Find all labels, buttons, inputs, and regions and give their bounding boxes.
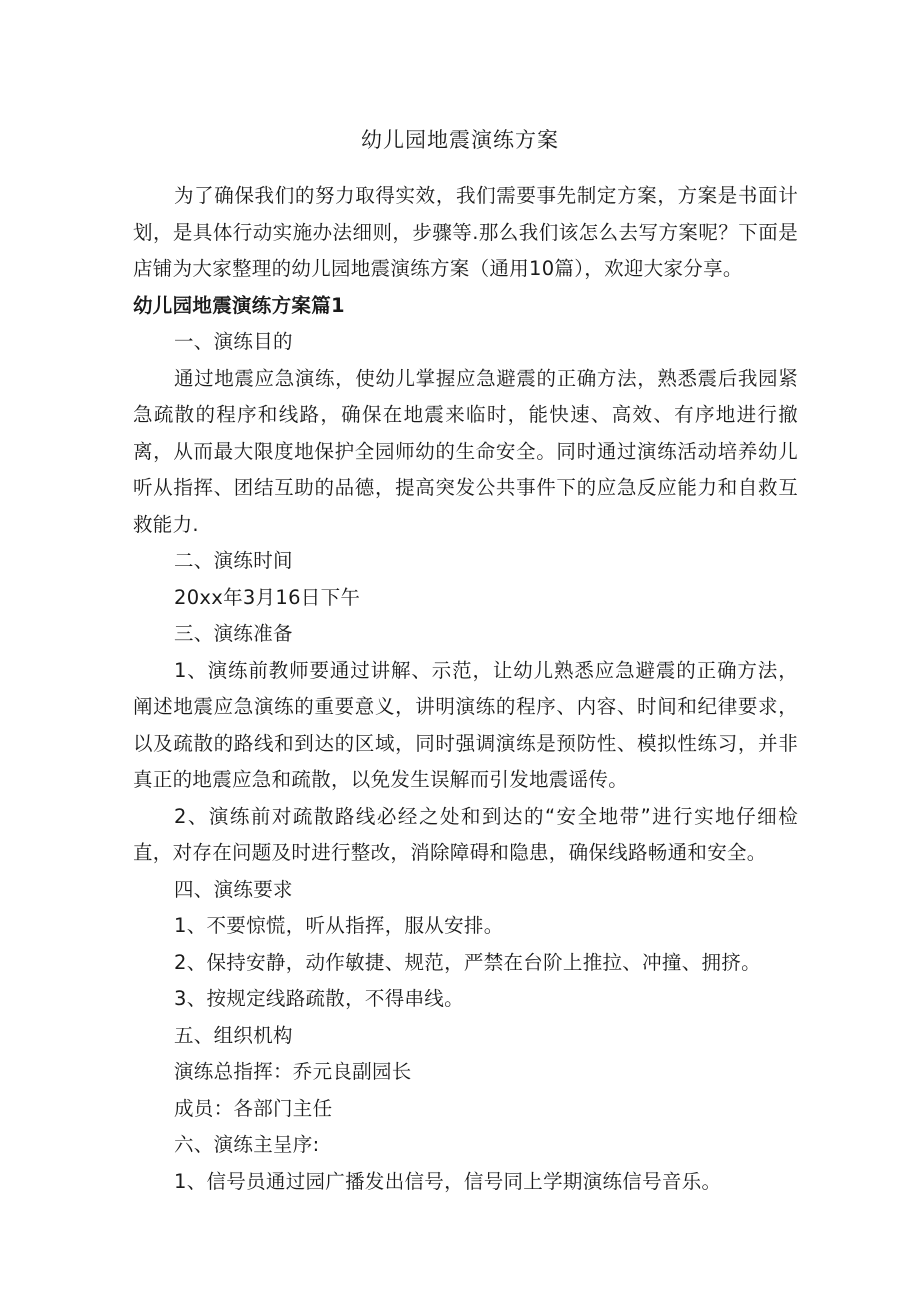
heading-time: 二、演练时间: [174, 549, 293, 572]
heading-procedure: 六、演练主呈序:: [174, 1133, 320, 1156]
heading-organization: 五、组织机构: [174, 1023, 293, 1047]
document-title: 幼儿园地震演练方案: [361, 128, 559, 152]
requirement-2: 2、保持安静，动作敏捷、规范，严禁在台阶上推拉、冲撞、拥挤。: [174, 950, 761, 974]
organization-commander: 演练总指挥：乔元良副园长: [174, 1060, 412, 1083]
requirement-3: 3、按规定线路疏散，不得串线。: [174, 987, 464, 1010]
paragraph-time: 20xx年3月16日下午: [174, 585, 361, 609]
intro-paragraph: 为了确保我们的努力取得实效，我们需要事先制定方案，方案是书面计划，是具体行动实施办法细则，步骤等.那么我们该怎么去写方案呢？下面是店铺为大家整理的幼儿园地震演练方案（通用10篇），欢迎大家分享。: [133, 184, 798, 280]
heading-purpose: 一、演练目的: [174, 330, 293, 353]
heading-preparation: 三、演练准备: [174, 622, 293, 645]
paragraph-purpose: 通过地震应急演练，使幼儿掌握应急避震的正确方法，熟悉震后我园紧急疏散的程序和线路，确保在地震来临时，能快速、高效、有序地进行撤离，从而最大限度地保护全园师幼的生命安全。同时通过演练活动培养幼儿听从指挥、团结互助的品德，提高突发公共事件下的应急反应能力和自救互救能力.: [133, 366, 798, 536]
heading-requirements: 四、演练要求: [174, 877, 293, 901]
section-title: 幼儿园地震演练方案篇1: [133, 293, 345, 317]
document-body: [133, 178, 798, 1200]
paragraph-preparation-1: 1、演练前教师要通过讲解、示范，让幼儿熟悉应急避震的正确方法，阐述地震应急演练的重要意义，讲明演练的程序、内容、时间和纪律要求，以及疏散的路线和到达的区域，同时强调演练是预防性、模拟性练习，并非真正的地震应急和疏散，以免发生误解而引发地震谣传。: [133, 658, 798, 791]
procedure-step-1: 1、信号员通过园广播发出信号，信号同上学期演练信号音乐。: [174, 1169, 722, 1193]
requirement-1: 1、不要惊慌，听从指挥，服从安排。: [174, 914, 504, 937]
organization-members: 成员：各部门主任: [174, 1096, 333, 1120]
paragraph-preparation-2: 2、演练前对疏散路线必经之处和到达的“安全地带”进行实地仔细检直，对存在问题及时进行整改，消除障碍和隐患，确保线路畅通和安全。: [133, 804, 798, 864]
